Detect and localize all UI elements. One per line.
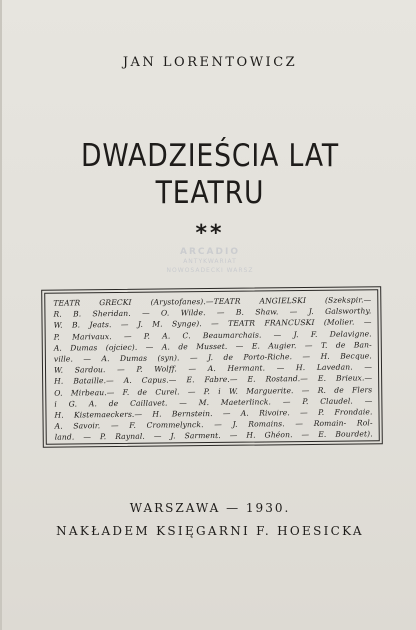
contents-line: R. B. Sheridan. — O. Wilde. — B. Shaw. — J. Galsworthy. <box>53 306 372 319</box>
volume-mark: ** <box>195 221 225 246</box>
stamp-line-3: NOWOSADECKI WARSZ <box>166 267 254 274</box>
contents-line: A. Dumas (ojciec). — A. de Musset. — E. Augier. — T. de Ban- <box>53 340 372 353</box>
contents-line: W. Sardou. — P. Wolff. — A. Hermant. — H. Lavedan. — <box>53 362 373 375</box>
imprint-publisher: NAKŁADEM KSIĘGARNI F. HOESICKA <box>56 524 364 538</box>
stamp-line-1: ARCADIO <box>180 247 240 257</box>
book-title-line-2: TEATRU <box>155 175 265 211</box>
contents-box <box>41 286 383 448</box>
library-stamp <box>2 248 416 275</box>
contents-line: TEATR GRECKI (Arystofanes).—TEATR ANGIELSKI (Szekspir.— <box>53 295 372 308</box>
contents-line: land. — P. Raynal. — J. Sarment. — H. Ghéon. — E. Bourdet). <box>54 429 373 443</box>
contents-line: ville. — A. Dumas (syn). — J. de Porto-Riche. — H. Becque. <box>53 351 372 364</box>
contents-line: A. Savoir. — F. Crommelynck. — J. Romains. — Romain- Rol- <box>54 418 373 431</box>
contents-line: W. B. Jeats. — J. M. Synge). — TEATR FRANCUSKI (Molier. — <box>53 317 372 331</box>
book-title-line-1: DWADZIEŚCIA LAT <box>80 138 340 174</box>
imprint-place-year: WARSZAWA — 1930. <box>129 501 291 515</box>
stamp-line-2: ANTYKWARIAT <box>183 258 237 265</box>
author-name: JAN LORENTOWICZ <box>122 55 298 70</box>
contents-line: H. Bataille.— A. Capus.— E. Fabre.— E. Rostand.— E. Brieux.— <box>54 373 373 387</box>
contents-list <box>53 294 373 443</box>
contents-line: i G. A. de Caillavet. — M. Maeterlinck. — P. Claudel. — <box>54 396 373 409</box>
contents-line: O. Mirbeau.— F. de Curel. — P. i W. Marguerite. — R. de Flers <box>54 384 373 398</box>
contents-line: H. Kistemaeckers.— H. Bernstein. — A. Rivoire. — P. Frondaie. <box>54 407 373 420</box>
contents-line: P. Marivaux. — P. A. C. Beaumarchais. — J. F. Delavigne. <box>53 328 372 342</box>
